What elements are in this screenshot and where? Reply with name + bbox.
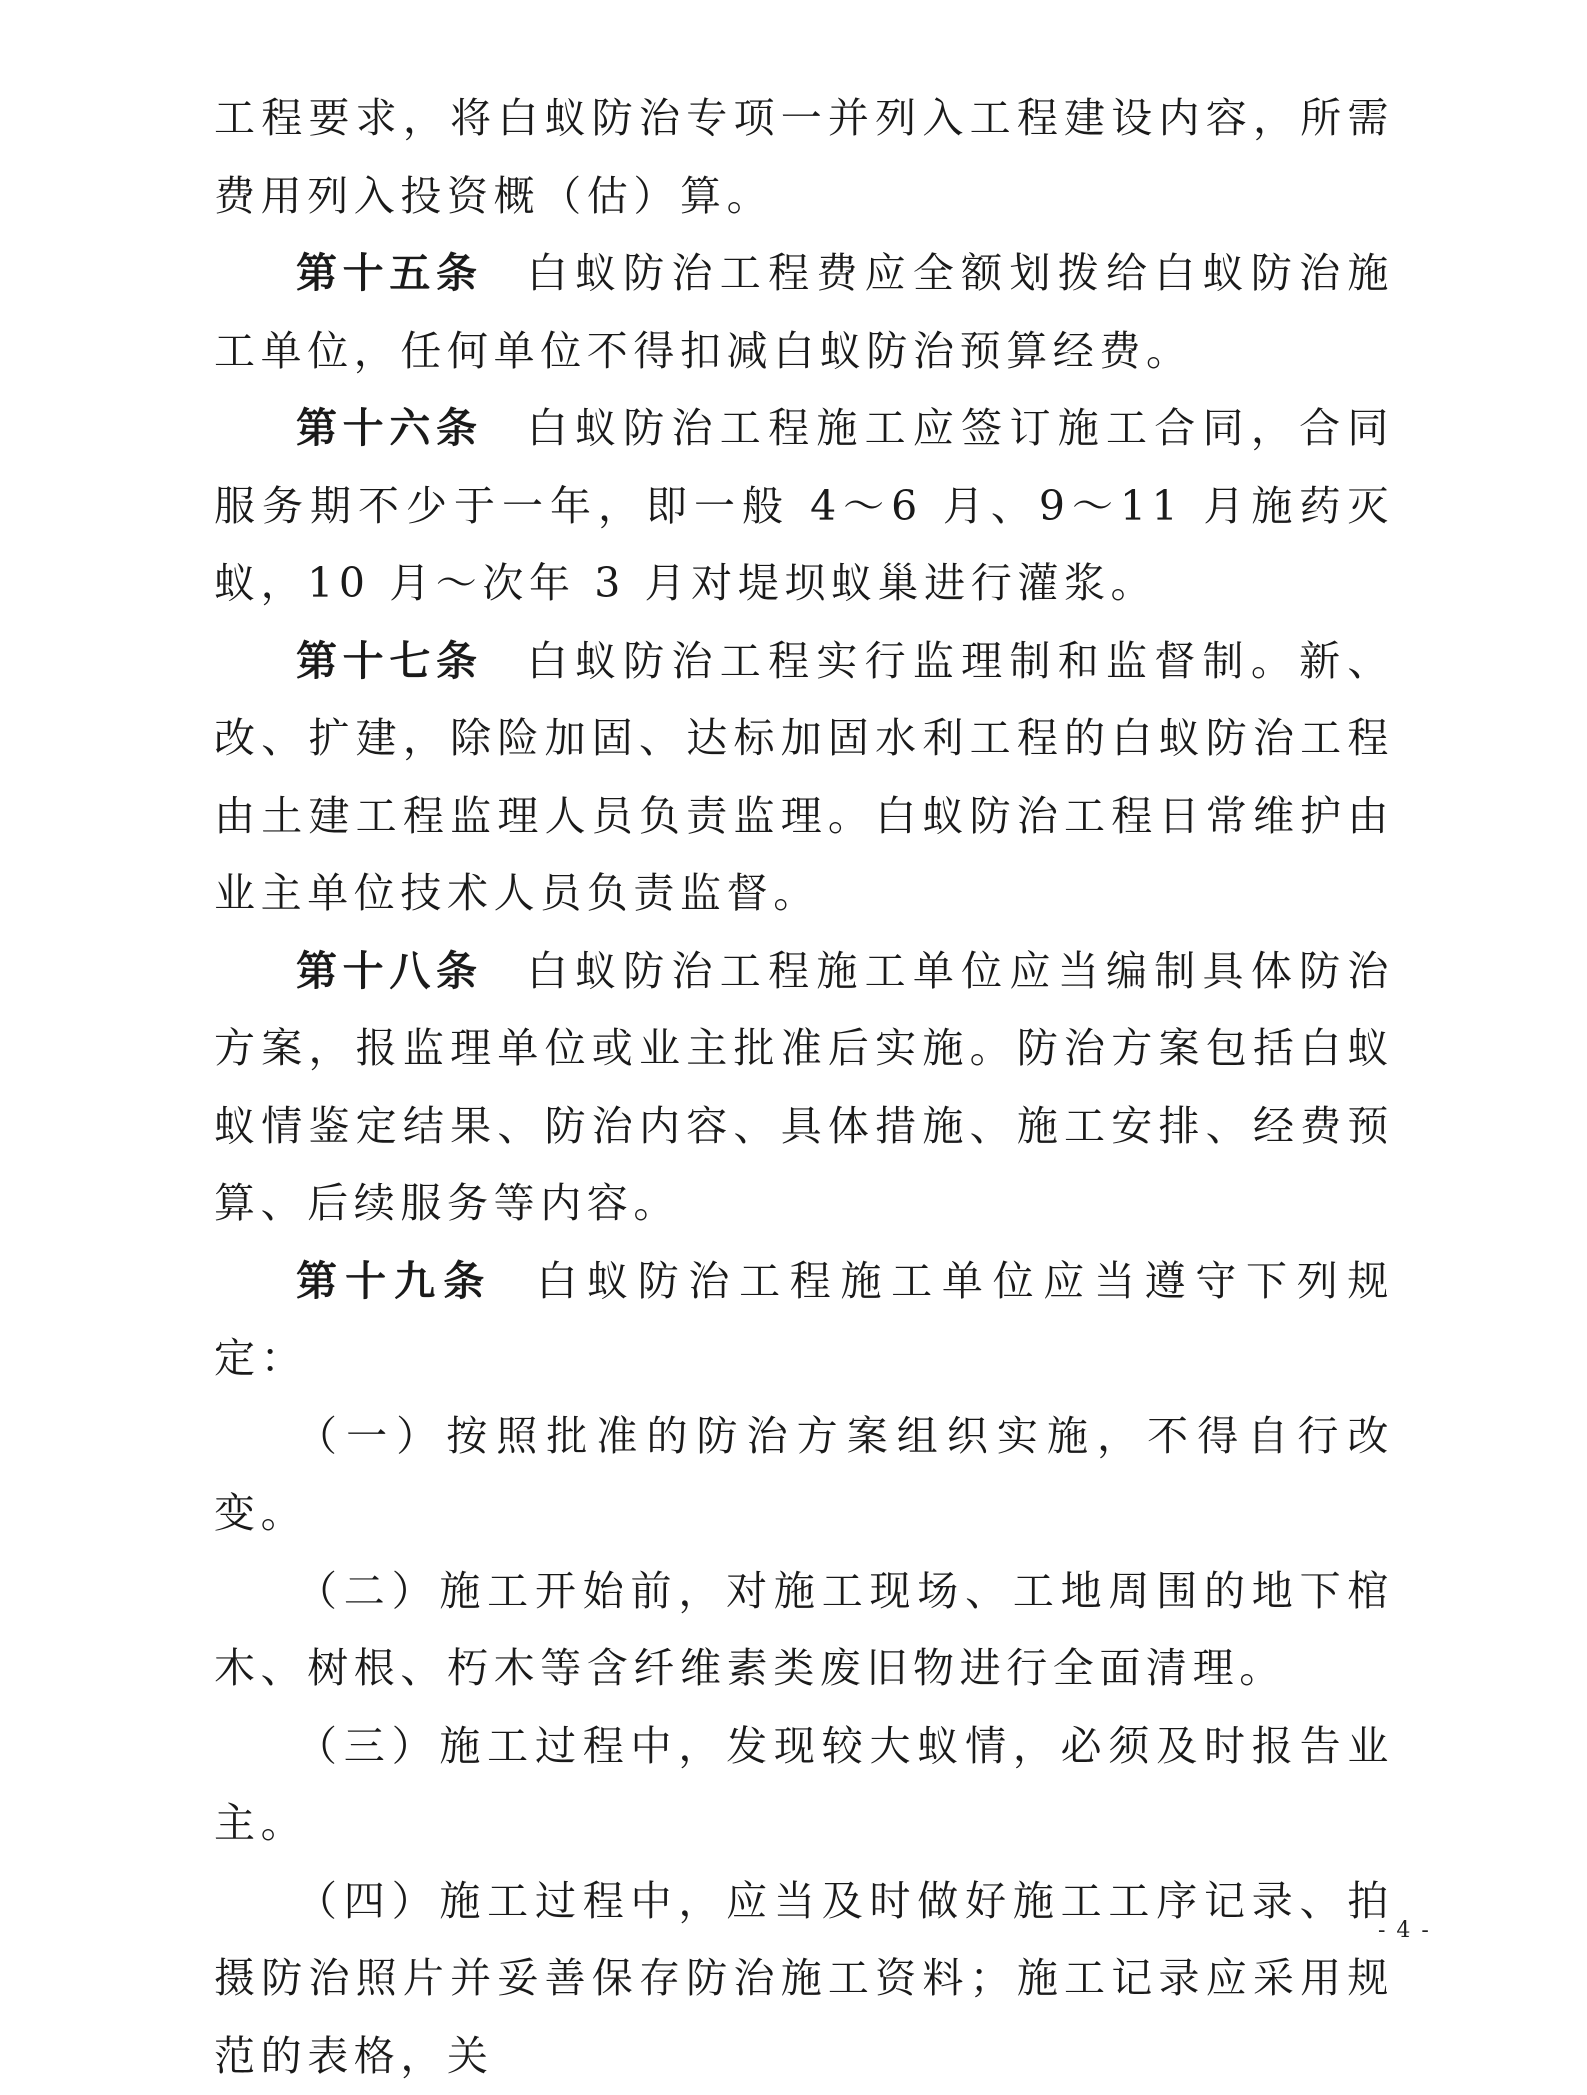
document-body xyxy=(214,80,1394,2095)
list-item-4 xyxy=(214,1863,1394,2095)
article-heading: 第十九条 xyxy=(296,1257,492,1305)
list-item-text: （三）施工过程中，发现较大蚁情，必须及时报告业主。 xyxy=(214,1722,1394,1848)
article-heading: 第十六条 xyxy=(296,404,483,452)
article-heading: 第十五条 xyxy=(296,249,483,297)
list-item-1 xyxy=(214,1398,1394,1553)
article-18 xyxy=(214,933,1394,1243)
article-17 xyxy=(214,623,1394,933)
list-item-text: （四）施工过程中，应当及时做好施工工序记录、拍摄防治照片并妥善保存防治施工资料；施工记录应采用规范的表格，关 xyxy=(214,1877,1394,2080)
list-item-text: （二）施工开始前，对施工现场、工地周围的地下棺木、树根、朽木等含纤维素类废旧物进行全面清理。 xyxy=(214,1567,1394,1693)
article-19 xyxy=(214,1243,1394,1398)
article-text: 白蚁防治工程施工单位应当遵守下列规定： xyxy=(214,1257,1394,1383)
article-text: 白蚁防治工程费应全额划拨给白蚁防治施工单位，任何单位不得扣减白蚁防治预算经费。 xyxy=(214,249,1394,375)
article-text: 白蚁防治工程施工单位应当编制具体防治方案，报监理单位或业主批准后实施。防治方案包括白蚁蚁情鉴定结果、防治内容、具体措施、施工安排、经费预算、后续服务等内容。 xyxy=(214,947,1394,1228)
article-heading: 第十八条 xyxy=(296,947,483,995)
paragraph-text: 工程要求，将白蚁防治专项一并列入工程建设内容，所需费用列入投资概（估）算。 xyxy=(214,94,1394,220)
article-16 xyxy=(214,390,1394,623)
list-item-2 xyxy=(214,1553,1394,1708)
article-text: 白蚁防治工程施工应签订施工合同，合同服务期不少于一年，即一般 4～6 月、9～11 月施药灭蚁，10 月～次年 3 月对堤坝蚁巢进行灌浆。 xyxy=(214,404,1394,607)
page-number: - 4 - xyxy=(1378,1918,1431,1943)
article-text: 白蚁防治工程实行监理制和监督制。新、改、扩建，除险加固、达标加固水利工程的白蚁防治工程由土建工程监理人员负责监理。白蚁防治工程日常维护由业主单位技术人员负责监督。 xyxy=(214,637,1394,918)
article-15 xyxy=(214,235,1394,390)
list-item-3 xyxy=(214,1708,1394,1863)
paragraph-continuation xyxy=(214,80,1394,235)
list-item-text: （一）按照批准的防治方案组织实施，不得自行改变。 xyxy=(214,1412,1394,1538)
article-heading: 第十七条 xyxy=(296,637,483,685)
